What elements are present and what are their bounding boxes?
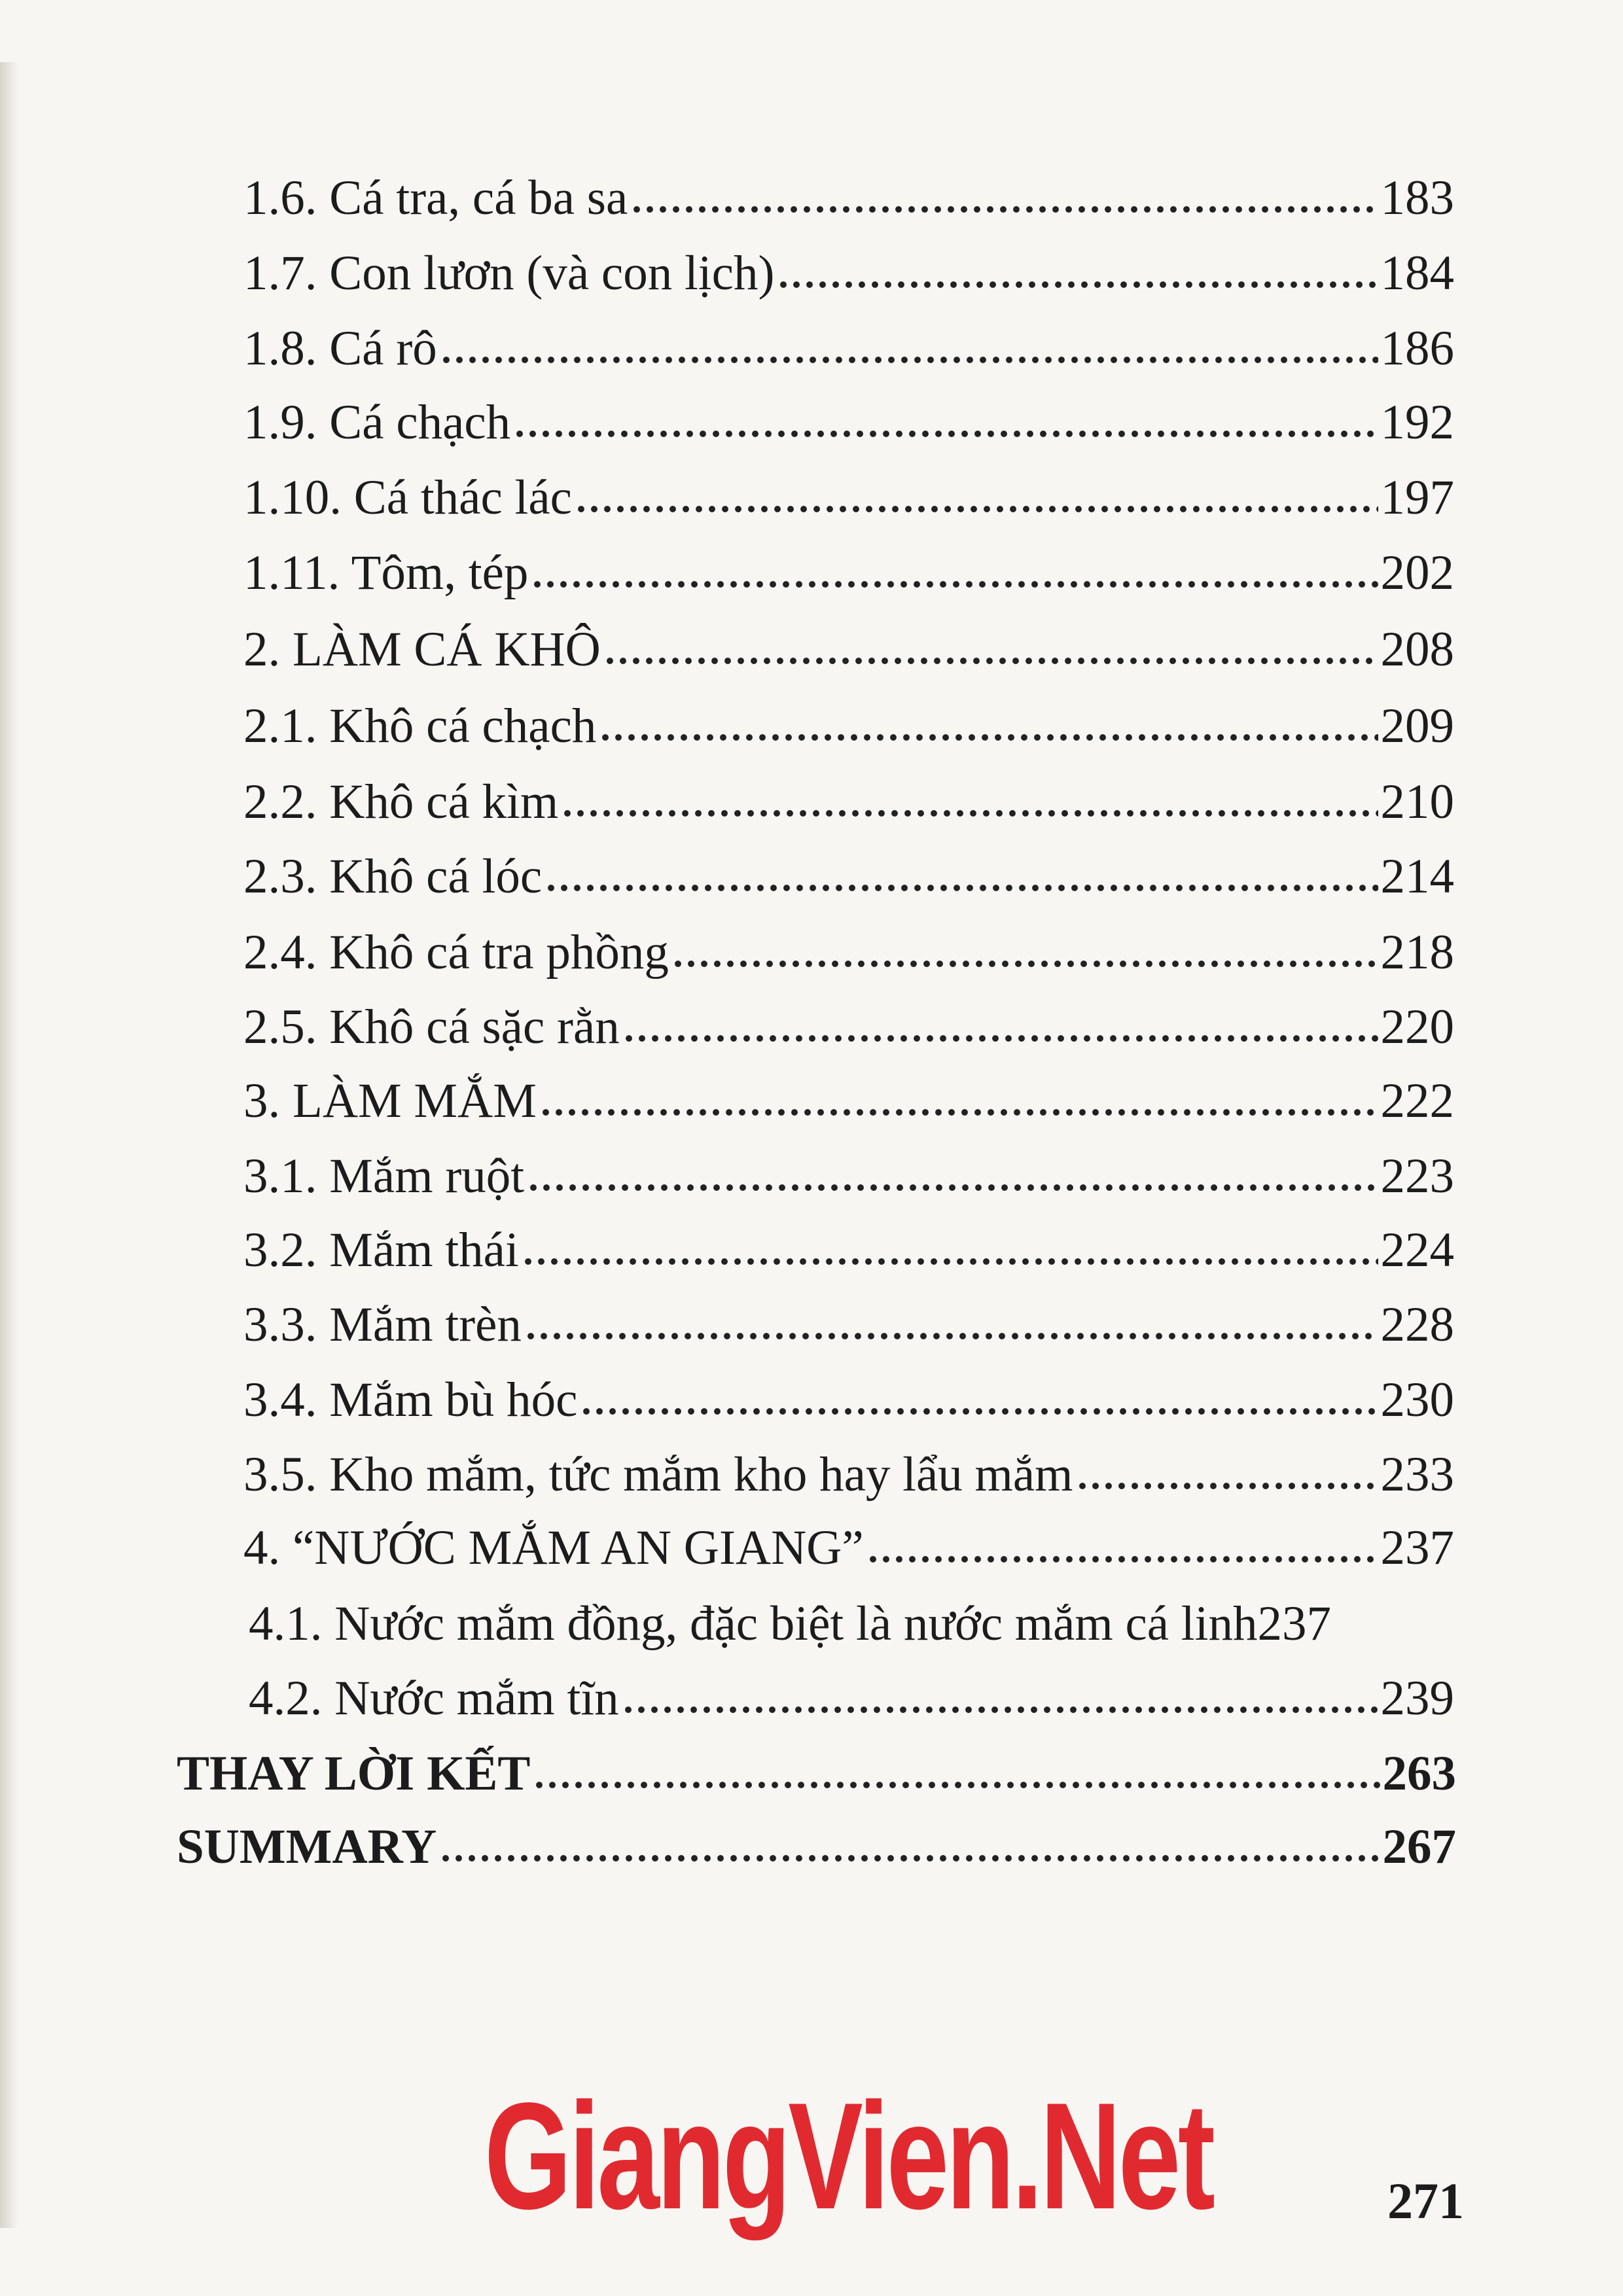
toc-entry-page: 222: [1380, 1074, 1454, 1128]
toc-leader-dots: [777, 280, 1378, 289]
toc-entry[interactable]: [243, 1074, 1454, 1128]
toc-entry[interactable]: [243, 1223, 1454, 1277]
toc-entry-title: 2.1. Khô cá chạch: [243, 699, 597, 753]
page-edge-shadow: [0, 62, 18, 2228]
toc-entry[interactable]: [243, 1521, 1454, 1575]
toc-entry[interactable]: [249, 1671, 1454, 1725]
toc-entry[interactable]: [243, 1298, 1454, 1352]
toc-entry-page: 220: [1380, 1000, 1454, 1054]
toc-leader-dots: [622, 1034, 1378, 1043]
toc-entry-title: 1.6. Cá tra, cá ba sa: [243, 171, 628, 225]
toc-entry-page: 209: [1380, 699, 1454, 753]
toc-leader-dots: [603, 656, 1378, 665]
toc-entry[interactable]: [243, 171, 1454, 225]
toc-entry-title: SUMMARY: [177, 1820, 437, 1874]
toc-leader-dots: [671, 959, 1378, 968]
toc-entry-page: 239: [1380, 1671, 1454, 1725]
toc-leader-dots: [630, 205, 1378, 214]
toc-entry-title: 3.3. Mắm trèn: [243, 1298, 522, 1352]
toc-entry-page: 192: [1380, 395, 1454, 450]
toc-leader-dots: [522, 1257, 1378, 1266]
toc-entry[interactable]: [243, 701, 1454, 751]
toc-entry[interactable]: [243, 775, 1454, 829]
toc-entry-page: 183: [1380, 171, 1454, 225]
toc-entry[interactable]: [249, 1597, 1459, 1651]
toc-leader-dots: [524, 1332, 1378, 1341]
toc-entry[interactable]: [177, 1820, 1456, 1874]
toc-entry-title: 3.2. Mắm thái: [243, 1223, 519, 1277]
toc-entry-title: 4.2. Nước mắm tĩn: [249, 1671, 619, 1725]
toc-entry-title: 3. LÀM MẮM: [243, 1074, 537, 1128]
toc-entry-title: 1.9. Cá chạch: [243, 395, 511, 450]
toc-entry[interactable]: [243, 1447, 1454, 1502]
toc-leader-dots: [533, 1780, 1380, 1790]
toc-entry-page: 197: [1380, 470, 1454, 525]
toc-leader-dots: [599, 733, 1378, 742]
toc-entry-page: 208: [1380, 622, 1454, 677]
toc-entry-page: 263: [1382, 1746, 1456, 1801]
page-number: 271: [1387, 2172, 1464, 2229]
toc-entry[interactable]: [177, 1746, 1456, 1801]
toc-entry[interactable]: [243, 246, 1454, 300]
toc-entry-page: 224: [1380, 1223, 1454, 1277]
toc-leader-dots: [561, 809, 1378, 818]
toc-entry-title: 3.1. Mắm ruột: [243, 1149, 525, 1203]
toc-entry[interactable]: [243, 1373, 1454, 1427]
toc-entry-title: 4.1. Nước mắm đồng, đặc biệt là nước mắm cá linh: [249, 1597, 1258, 1651]
watermark: GiangVien.Net: [484, 2072, 1213, 2241]
toc-entry[interactable]: [243, 546, 1454, 600]
toc-entry-page: 267: [1382, 1820, 1456, 1874]
toc-entry-page: 228: [1380, 1298, 1454, 1352]
toc-entry[interactable]: [243, 1149, 1454, 1203]
toc-entry-title: 2.3. Khô cá lóc: [243, 849, 543, 904]
toc-entry-page: 214: [1380, 849, 1454, 904]
toc-entry-page: 237: [1257, 1597, 1331, 1651]
toc-entry-title: THAY LỜI KẾT: [177, 1746, 531, 1801]
toc-leader-dots: [575, 504, 1378, 514]
toc-entry-page: 210: [1380, 775, 1454, 829]
toc-entry[interactable]: [243, 622, 1454, 677]
toc-entry[interactable]: [243, 1000, 1454, 1054]
toc-entry[interactable]: [243, 321, 1454, 376]
toc-entry[interactable]: [243, 925, 1454, 980]
toc-entry-title: 1.11. Tôm, tép: [243, 546, 529, 600]
toc-leader-dots: [622, 1705, 1378, 1714]
toc-leader-dots: [531, 580, 1378, 589]
toc-leader-dots: [539, 1108, 1378, 1117]
toc-entry-title: 4. “NƯỚC MẮM AN GIANG”: [243, 1521, 864, 1575]
toc-leader-dots: [866, 1555, 1378, 1564]
toc-entry-title: 1.7. Con lươn (và con lịch): [243, 246, 775, 300]
toc-entry-page: 184: [1380, 246, 1454, 300]
toc-entry[interactable]: [243, 395, 1454, 450]
toc-entry-page: 230: [1380, 1373, 1454, 1427]
toc-entry-page: 237: [1380, 1521, 1454, 1575]
toc-entry-page: 186: [1380, 321, 1454, 376]
toc-entry-page: 218: [1380, 925, 1454, 980]
toc-leader-dots: [544, 883, 1378, 892]
toc-entry-page: 223: [1380, 1149, 1454, 1203]
toc-leader-dots: [440, 355, 1378, 364]
toc-leader-dots: [1076, 1481, 1378, 1491]
toc-leader-dots: [580, 1407, 1378, 1416]
toc-entry[interactable]: [243, 470, 1454, 525]
toc-entry-title: 3.5. Kho mắm, tức mắm kho hay lẩu mắm: [243, 1447, 1073, 1502]
toc-entry-title: 3.4. Mắm bù hóc: [243, 1373, 578, 1427]
toc-leader-dots: [513, 429, 1378, 438]
toc-entry[interactable]: [243, 849, 1454, 904]
toc-entry-title: 1.8. Cá rô: [243, 321, 437, 376]
toc-entry-title: 2. LÀM CÁ KHÔ: [243, 622, 601, 677]
toc-entry-title: 2.2. Khô cá kìm: [243, 775, 559, 829]
toc-entry-title: 2.4. Khô cá tra phồng: [243, 925, 669, 980]
toc-entry-page: 233: [1380, 1447, 1454, 1502]
toc-leader-dots: [527, 1183, 1378, 1192]
toc-entry-title: 2.5. Khô cá sặc rằn: [243, 1000, 620, 1054]
toc-entry-title: 1.10. Cá thác lác: [243, 470, 572, 525]
toc-leader-dots: [439, 1854, 1380, 1863]
toc-entry-page: 202: [1380, 546, 1454, 600]
